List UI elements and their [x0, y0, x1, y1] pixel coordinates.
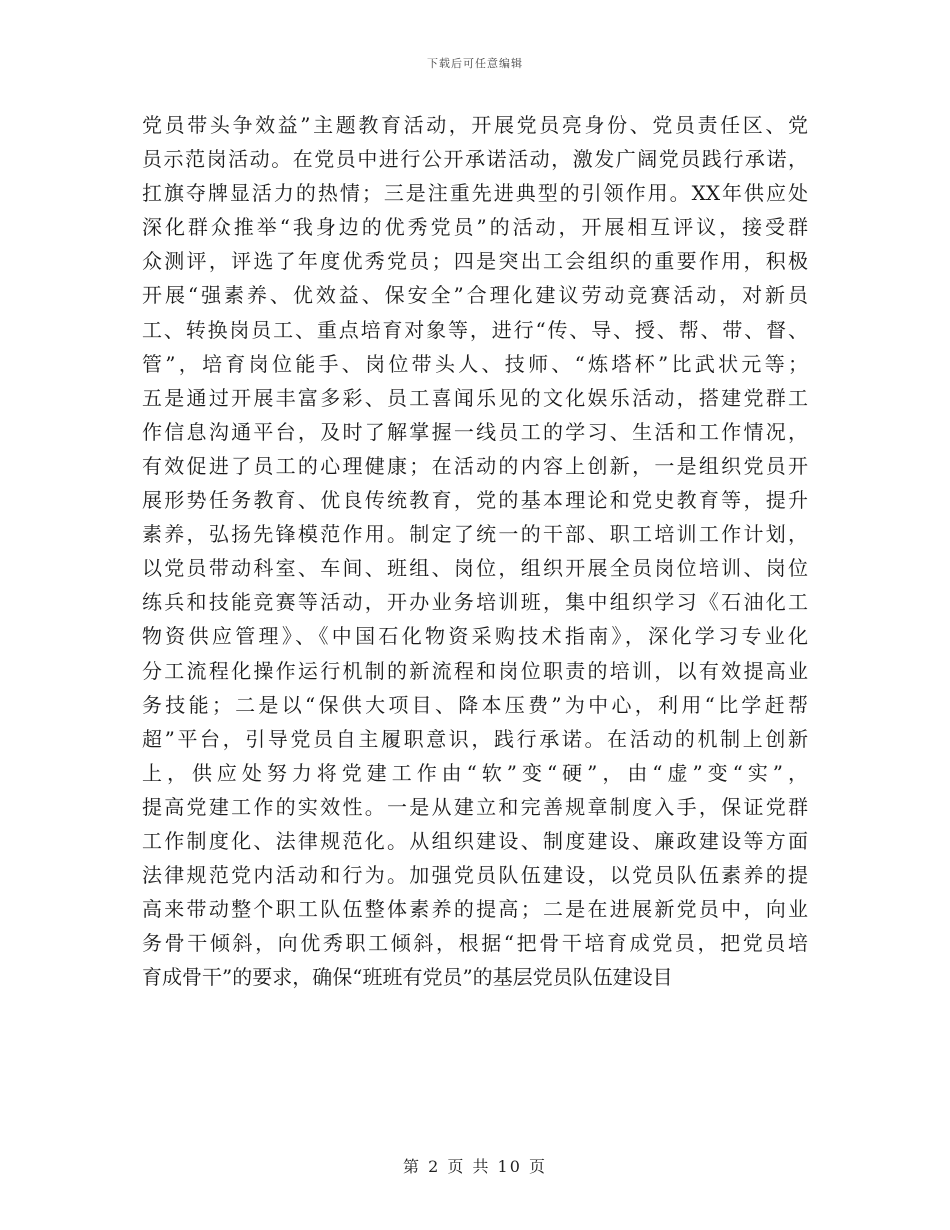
text-line: 素养，弘扬先锋模范作用。制定了统一的干部、职工培训工作计划， — [142, 522, 808, 547]
page-number: 第 2 页 共 10 页 — [403, 1157, 547, 1176]
body-text — [142, 108, 808, 994]
text-line: 工、转换岗员工、重点培育对象等，进行“传、导、授、帮、带、督、 — [142, 317, 808, 342]
text-line: 五是通过开展丰富多彩、员工喜闻乐见的文化娱乐活动，搭建党群工 — [142, 385, 808, 410]
text-line: 众测评，评选了年度优秀党员；四是突出工会组织的重要作用，积极 — [142, 249, 808, 274]
text-line: 练兵和技能竞赛等活动，开办业务培训班，集中组织学习《石油化工 — [142, 590, 808, 615]
text-line: 作信息沟通平台，及时了解掌握一线员工的学习、生活和工作情况， — [142, 419, 808, 444]
text-line: 开展“强素养、优效益、保安全”合理化建议劳动竞赛活动，对新员 — [142, 283, 808, 308]
text-line: 分工流程化操作运行机制的新流程和岗位职责的培训，以有效提高业 — [142, 658, 808, 683]
page-header: 下载后可任意编辑 — [427, 57, 523, 70]
text-line: 以党员带动科室、车间、班组、岗位，组织开展全员岗位培训、岗位 — [142, 556, 808, 581]
text-line: 工作制度化、法律规范化。从组织建设、制度建设、廉政建设等方面 — [142, 828, 808, 853]
text-line: 员示范岗活动。在党员中进行公开承诺活动，激发广阔党员践行承诺， — [142, 147, 808, 172]
text-line: 扛旗夺牌显活力的热情；三是注重先进典型的引领作用。XX年供应处 — [142, 181, 808, 206]
text-line: 深化群众推举“我身边的优秀党员”的活动，开展相互评议，接受群 — [142, 215, 808, 240]
text-line: 提高党建工作的实效性。一是从建立和完善规章制度入手，保证党群 — [142, 794, 808, 819]
text-line: 党员带头争效益”主题教育活动，开展党员亮身份、党员责任区、党 — [142, 113, 808, 137]
text-line: 有效促进了员工的心理健康；在活动的内容上创新，一是组织党员开 — [142, 453, 808, 478]
text-line: 务技能；二是以“保供大项目、降本压费”为中心，利用“比学赶帮 — [142, 692, 808, 717]
text-line: 物资供应管理》、《中国石化物资采购技术指南》，深化学习专业化 — [142, 624, 808, 649]
text-line: 展形势任务教育、优良传统教育，党的基本理论和党史教育等，提升 — [142, 488, 808, 513]
text-line: 法律规范党内活动和行为。加强党员队伍建设，以党员队伍素养的提 — [142, 863, 808, 888]
text-line: 超”平台，引导党员自主履职意识，践行承诺。在活动的机制上创新 — [142, 726, 808, 751]
text-line: 上，供应处努力将党建工作由“软”变“硬”，由“虚”变“实”， — [142, 760, 808, 785]
text-line: 管”，培育岗位能手、岗位带头人、技师、“炼塔杯”比武状元等； — [142, 351, 808, 376]
text-line: 务骨干倾斜，向优秀职工倾斜，根据“把骨干培育成党员，把党员培 — [142, 931, 808, 956]
text-line-last: 育成骨干”的要求，确保“班班有党员”的基层党员队伍建设目 — [142, 965, 673, 990]
text-line: 高来带动整个职工队伍整体素养的提高；二是在进展新党员中，向业 — [142, 897, 808, 922]
